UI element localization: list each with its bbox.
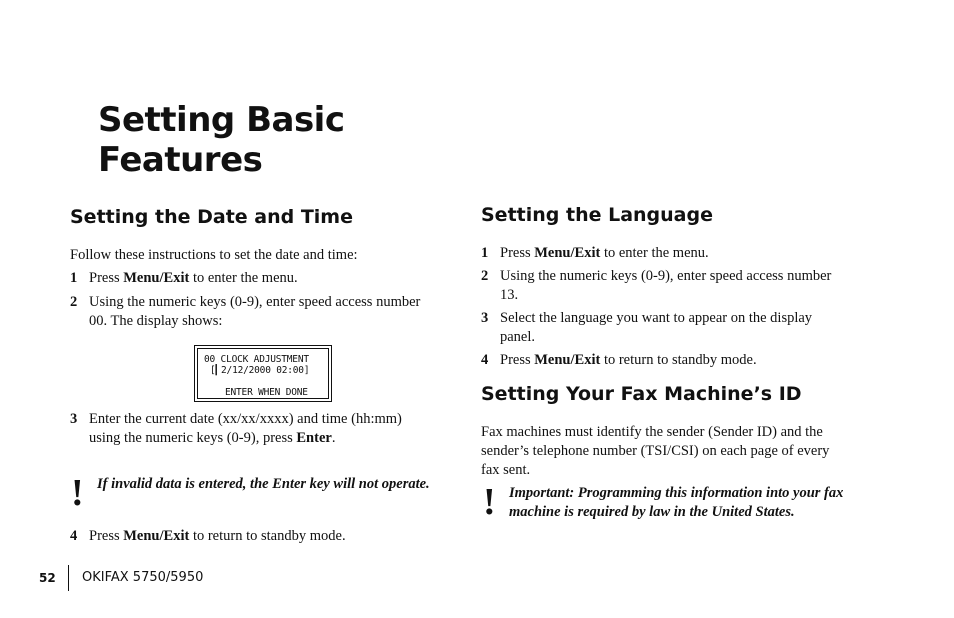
fax-id-heading: Setting Your Fax Machine’s ID <box>481 383 802 405</box>
step-text-line2: 00. The display shows: <box>89 313 223 329</box>
lcd-line-2: [▎2/12/2000 02:00] <box>210 365 310 376</box>
lcd-line-1: 00 CLOCK ADJUSTMENT <box>204 354 309 365</box>
step-number: 4 <box>70 528 78 544</box>
important-text <box>509 484 909 522</box>
page-title-line1: Setting Basic <box>98 100 345 140</box>
warning-icon: ! <box>71 472 84 514</box>
step-number: 3 <box>70 411 78 427</box>
step-text-line1: Using the numeric keys (0-9), enter speed access number <box>89 294 421 310</box>
language-step-1 <box>481 244 871 263</box>
fax-id-paragraph-line1: Fax machines must identify the sender (Sender ID) and the <box>481 424 823 440</box>
lcd-line-3: ENTER WHEN DONE <box>225 387 308 398</box>
fax-id-paragraph <box>481 423 881 480</box>
menu-exit-key: Menu/Exit <box>534 352 601 368</box>
date-time-step-4 <box>70 527 460 546</box>
step-text-line2: panel. <box>500 329 536 345</box>
footer-divider <box>68 565 69 591</box>
step-number: 1 <box>70 270 78 286</box>
step-text: Press <box>89 528 124 544</box>
step-text: Press <box>500 352 535 368</box>
step-text-line1: Select the language you want to appear on the display <box>500 310 813 326</box>
menu-exit-key: Menu/Exit <box>123 528 190 544</box>
important-icon: ! <box>483 481 496 523</box>
step-number: 2 <box>70 294 78 310</box>
date-time-step-1 <box>70 269 460 288</box>
step-text: Press <box>500 245 535 261</box>
step-number: 3 <box>481 310 489 326</box>
page-number: 52 <box>39 571 56 585</box>
step-text: to enter the menu. <box>600 245 709 261</box>
step-number: 1 <box>481 245 489 261</box>
important-text-line1: Important: Programming this information into your fax <box>509 485 844 501</box>
warning-text: If invalid data is entered, the Enter key will not operate. <box>97 476 430 492</box>
enter-key: Enter <box>296 430 332 446</box>
language-step-4 <box>481 351 871 370</box>
step-text-line1: Enter the current date (xx/xx/xxxx) and time (hh:mm) <box>89 411 402 427</box>
date-time-heading: Setting the Date and Time <box>70 206 353 228</box>
language-step-3 <box>481 309 871 347</box>
fax-id-paragraph-line3: fax sent. <box>481 462 531 478</box>
step-text: to enter the menu. <box>189 270 298 286</box>
step-text: Press <box>89 270 124 286</box>
page-title-line2: Features <box>98 140 263 180</box>
step-number: 4 <box>481 352 489 368</box>
step-text: using the numeric keys (0-9), press <box>89 430 297 446</box>
step-text: to return to standby mode. <box>189 528 346 544</box>
date-time-intro: Follow these instructions to set the date and time: <box>70 247 358 263</box>
date-time-step-3 <box>70 410 460 448</box>
step-number: 2 <box>481 268 489 284</box>
important-text-line2: machine is required by law in the United States. <box>509 504 795 520</box>
step-text: . <box>331 430 336 446</box>
step-text-line2: 13. <box>500 287 519 303</box>
language-heading: Setting the Language <box>481 204 713 226</box>
page-title <box>98 100 345 180</box>
lcd-display <box>194 345 332 402</box>
fax-id-paragraph-line2: sender’s telephone number (TSI/CSI) on each page of every <box>481 443 830 459</box>
language-step-2 <box>481 267 871 305</box>
menu-exit-key: Menu/Exit <box>123 270 190 286</box>
footer-product-name: OKIFAX 5750/5950 <box>82 570 204 585</box>
menu-exit-key: Menu/Exit <box>534 245 601 261</box>
step-text: to return to standby mode. <box>600 352 757 368</box>
step-text-line1: Using the numeric keys (0-9), enter speed access number <box>500 268 832 284</box>
date-time-step-2 <box>70 293 460 331</box>
